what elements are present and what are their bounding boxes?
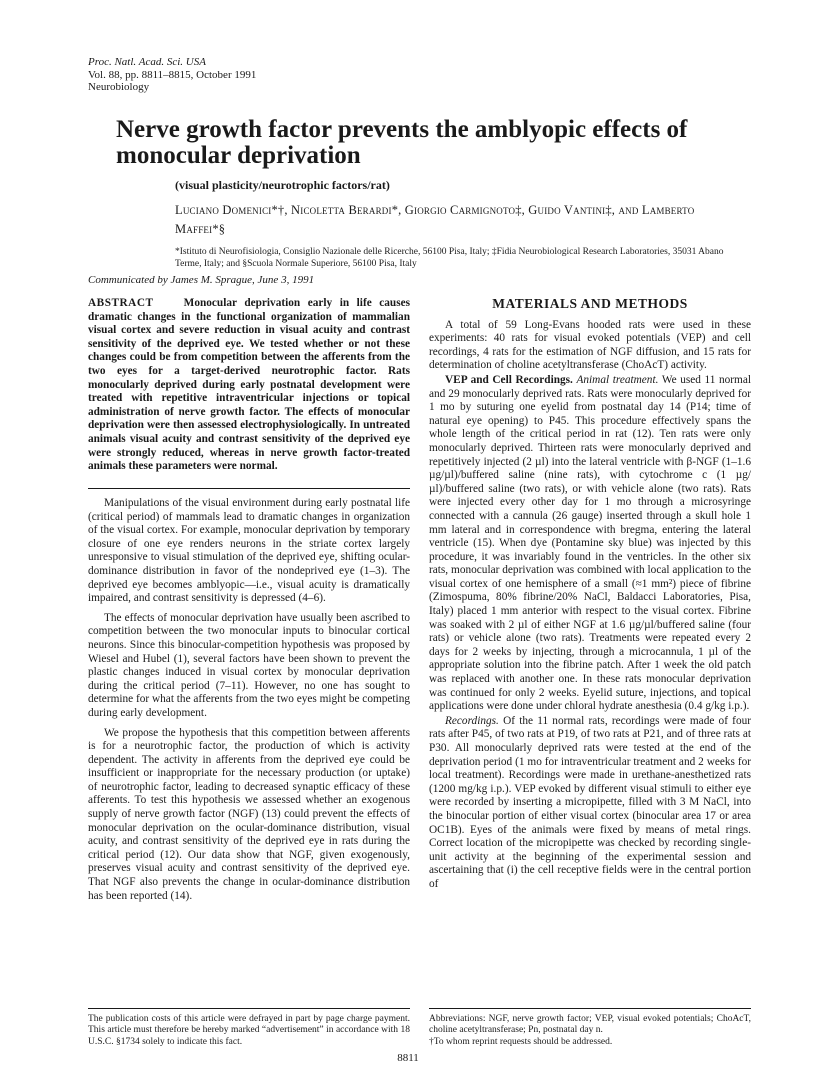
abstract xyxy=(88,297,410,474)
page-number: 8811 xyxy=(397,1052,419,1064)
communicated-by: Communicated by James M. Sprague, June 3, 1991 xyxy=(88,274,315,286)
journal-header xyxy=(88,56,256,94)
abbreviations: Abbreviations: NGF, nerve growth factor; VEP, visual evoked potentials; ChoAcT, choline acetyltransferase; Pn, postnatal day n. xyxy=(429,1014,751,1036)
affiliations: *Istituto di Neurofisiologia, Consiglio Nazionale delle Ricerche, 56100 Pisa, Italy; ‡Fidia Neurobiological Research Laboratories, 35031 Abano Terme, Italy; and §Scuola Normale Superiore, 56100 Pisa, Italy xyxy=(175,247,724,269)
subsection-heading: VEP and Cell Recordings. xyxy=(445,373,573,386)
intro-paragraph: The effects of monocular deprivation have usually been ascribed to competition between the two monocular inputs to binocular cortical neurons. Since this binocular-competition hypothesis was proposed by Wiesel and Hubel (1), several factors have been shown to prevent the plastic changes induced in visual cortex by monocular deprivation during the critical period (7–11). However, no one has sought to determine for what the afferents from the two eyes might be competing during early development. xyxy=(88,611,410,719)
methods-text: Of the 11 normal rats, recordings were made of four rats after P45, of two rats at P19, of two rats at P21, and of three rats at P30. All monocularly deprived rats were tested at the end of the deprivation period (1 mo for intraventricular treatment and 2 weeks for local treatment). Recordings were made in urethane-anesthetized rats (1200 mg/kg i.p.). VEP evoked by different visual stimuli to either eye were recorded by inserting a micropipette, filled with 3 M NaCl, into the binocular portion of either visual cortex (binocular area 17 or area OC1B). Eyes of the animals were fixed by means of metal rings. Correct location of the micropipette was checked by recording single-unit activity at the beginning of the experimental session and ascertaining that (i) the cell receptive fields were in the central portion of xyxy=(429,714,751,890)
footnote-divider-right xyxy=(429,1008,751,1009)
abstract-heading: ABSTRACT xyxy=(88,297,154,309)
abbreviations-footnote xyxy=(429,1014,751,1048)
methods-paragraph xyxy=(429,374,751,714)
reprint-note: †To whom reprint requests should be addressed. xyxy=(429,1036,613,1047)
journal-name: Proc. Natl. Acad. Sci. USA xyxy=(88,56,206,68)
intro-paragraph: We propose the hypothesis that this competition between afferents is for a neurotrophic factor, the production of which is activity dependent. The activity in afferents from the deprived eye could be insufficient or inappropriate for the necessary production (or uptake) of neurotrophic factor, leading to decreased synaptic efficacy of these afferents. To test this hypothesis we assessed whether an exogenous supply of nerve growth factor (NGF) (13) could prevent the effects of monocular deprivation on the ocular-dominance distribution, visual acuity, and contrast sensitivity of the deprived eye in rats during the critical period (12). Our data show that NGF, given exogenously, preserves visual acuity and contrast sensitivity of the deprived eye. That NGF also prevents the change in ocular-dominance distribution has been reported (14). xyxy=(88,726,410,902)
article-title: Nerve growth factor prevents the amblyopic effects of monocular deprivation xyxy=(116,116,688,169)
keywords: (visual plasticity/neurotrophic factors/rat) xyxy=(175,178,390,192)
abstract-text: Monocular deprivation early in life causes dramatic changes in the functional organization of mammalian visual cortex and severe reduction in visual acuity and contrast sensitivity of the deprived eye. We tested whether or not these changes could be from competition between the afferents from the two eyes for a target-derived neurotrophic factor. Rats monocularly deprived during early postnatal development were treated with repetitive intraventricular injections or topical administration of nerve growth factor. The effects of monocular deprivation were then assessed electrophysiologically. In untreated animals visual acuity and contrast sensitivity of the deprived eye were strongly reduced, whereas in nerve growth factor-treated animals these parameters were normal. xyxy=(88,297,410,473)
footnote-divider-left xyxy=(88,1008,410,1009)
section-heading: MATERIALS AND METHODS xyxy=(492,296,688,311)
methods-paragraph xyxy=(429,715,751,892)
abstract-divider xyxy=(88,488,410,489)
run-in-heading: Animal treatment. xyxy=(576,373,659,386)
author-list: Luciano Domenici*†, Nicoletta Berardi*, Giorgio Carmignoto‡, Guido Vantini‡, and Lamberto Maffei*§ xyxy=(175,203,695,236)
intro-paragraph: Manipulations of the visual environment during early postnatal life (critical period) of mammals lead to dramatic changes in organization of the visual cortex. For example, monocular deprivation by temporary closure of one eye renders neurons in the striate cortex largely unresponsive to visual stimulation of the deprived eye, shifting ocular-dominance distribution in favor of the nondeprived eye (1–3). The deprived eye becomes amblyopic—i.e., visual acuity is dramatically impaired, and contrast sensitivity is depressed (4–6). xyxy=(88,497,410,605)
methods-text: We used 11 normal and 29 monocularly deprived rats. Rats were monocularly deprived for 1 mo by suturing one eyelid from postnatal day 14 (P14; time of natural eye opening) to P45. This procedure effectively spans the whole length of the critical period in rat (12). Ten rats were only monocularly deprived. Thirteen rats were monocularly deprived and repetitively injected (2 µl) into the lateral ventricle with β-NGF (1–1.6 µg/µl)/buffered saline (nine rats), with cytochrome c (1 µg/µl)/buffered saline (two rats), or with vehicle alone (two rats). Rats were injected every other day for 1 mo through a microsyringe connected with a cannula (26 gauge) inserted through a skull hole 1 mm lateral and in correspondence with bregma, entering the lateral ventricle (15). When dye (Pontamine sky blue) was injected by this procedure, it was invariably found in the ventricles. In the other six rats, monocular deprivation was combined with local application to the visual cortex of one hemisphere of a small (≈1 mm²) piece of fibrine (Zimospuma, 80% fibrine/20% NaCl, Baldacci Laboratories, Pisa, Italy) placed 1 mm anterior with respect to the visual cortex. Fibrine was soaked with 2 µl of either NGF at 1.6 µg/µl/buffered saline (four rats) or vehicle alone (two rats). Treatments were repeated every 2 days for 2 weeks by injecting, through a microcannula, 1 µl of the appropriate solution into the fibrine patch. After 1 week the old patch was replaced with another one. In these rats monocular deprivation was continued for only 2 weeks. Eyelid suture, injections, and topical applications were done under chloral hydrate anesthesia (0.4 g/kg i.p.). xyxy=(429,373,751,713)
materials-and-methods xyxy=(429,297,751,892)
journal-volume: Vol. 88, pp. 8811–8815, October 1991 xyxy=(88,68,257,81)
publication-cost-footnote: The publication costs of this article were defrayed in part by page charge payment. This article must therefore be hereby marked “advertisement” in accordance with 18 U.S.C. §1734 solely to indicate this fact. xyxy=(88,1014,410,1047)
methods-paragraph: A total of 59 Long-Evans hooded rats were used in these experiments: 40 rats for visual evoked potentials (VEP) and cell recordings, 4 rats for the estimation of NGF diffusion, and 15 rats for determination of choline acetyltransferase (ChoAcT) activity. xyxy=(429,318,751,372)
introduction xyxy=(88,497,410,903)
journal-section: Neurobiology xyxy=(88,81,150,93)
run-in-heading: Recordings. xyxy=(445,714,499,727)
